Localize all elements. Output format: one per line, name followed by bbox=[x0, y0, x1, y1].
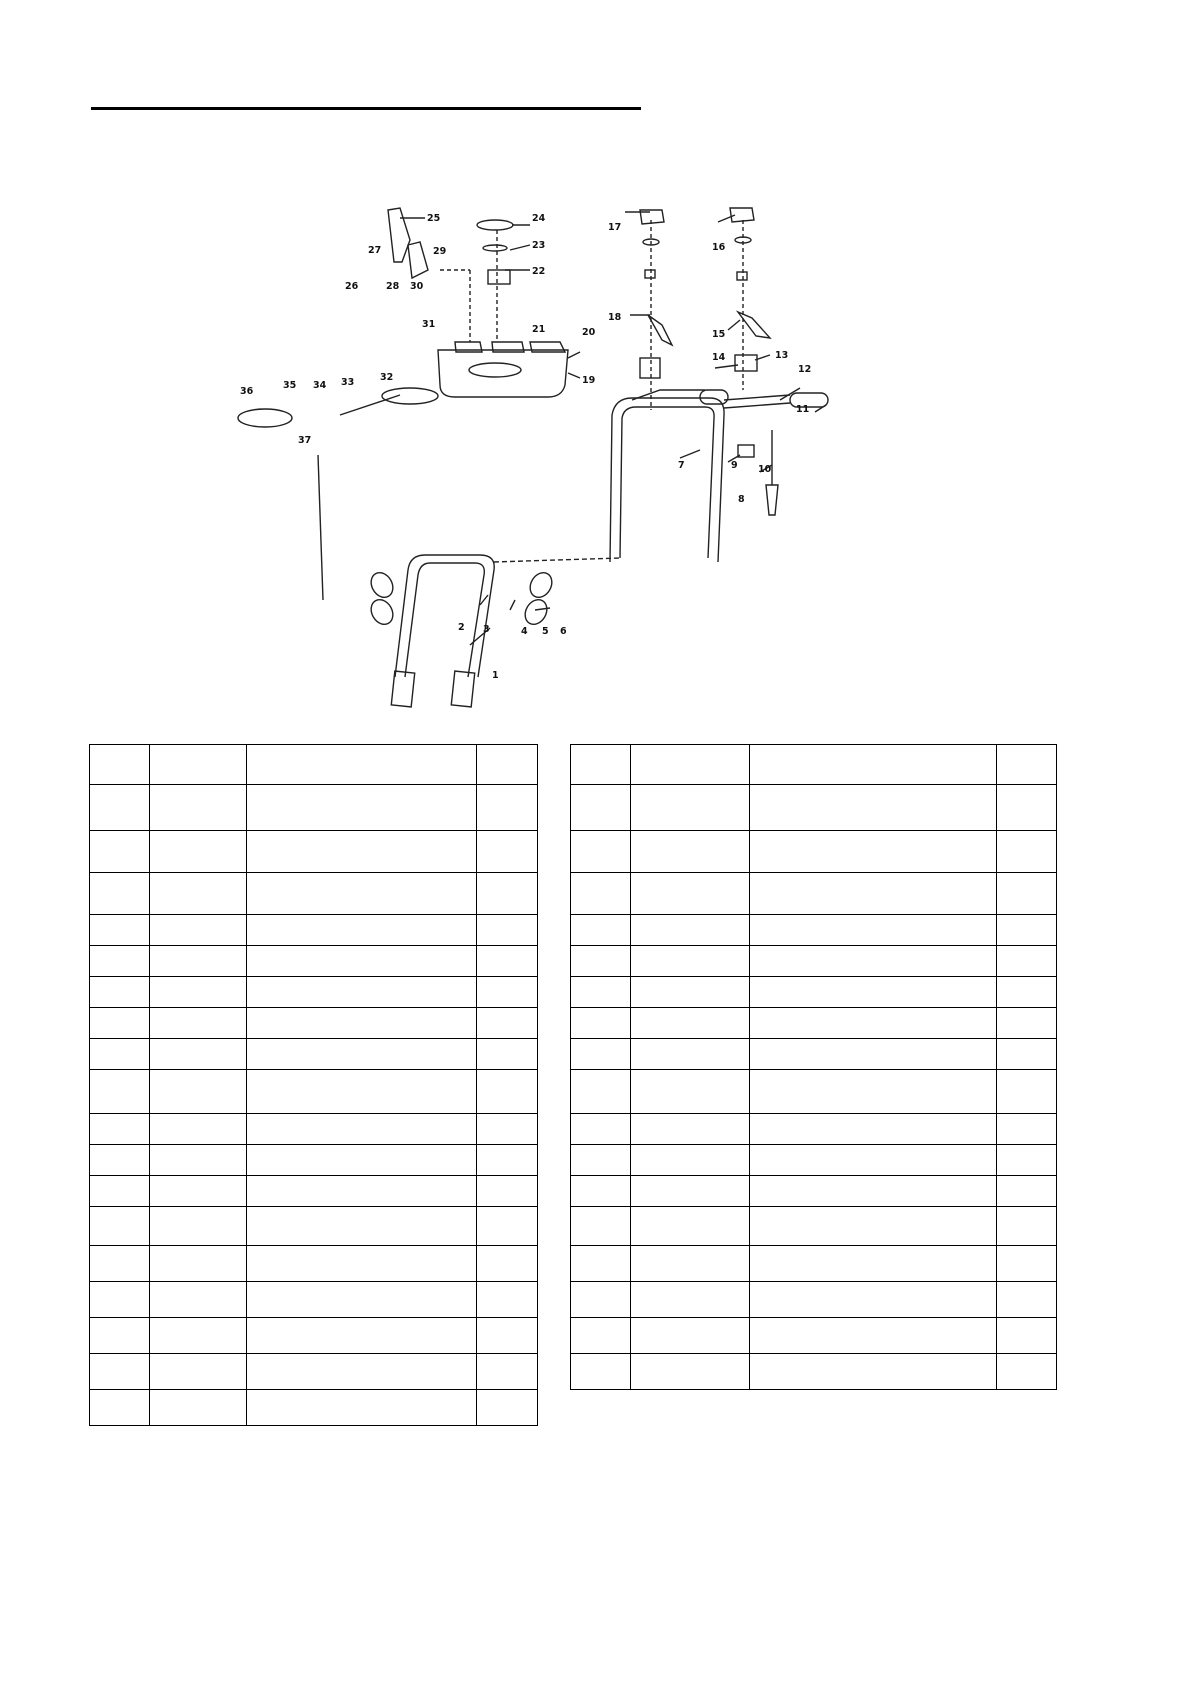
part-label-3: 3 bbox=[483, 624, 490, 635]
table-row bbox=[571, 1070, 1057, 1114]
table-cell bbox=[997, 1176, 1057, 1207]
table-cell bbox=[477, 873, 538, 915]
table-row bbox=[90, 946, 538, 977]
table-cell bbox=[90, 1070, 150, 1114]
table-cell bbox=[750, 1039, 997, 1070]
table-cell bbox=[571, 1008, 631, 1039]
table-cell bbox=[150, 946, 247, 977]
table-cell bbox=[150, 1354, 247, 1390]
table-cell bbox=[150, 1318, 247, 1354]
table-row bbox=[90, 1282, 538, 1318]
table-cell bbox=[997, 1145, 1057, 1176]
table-cell bbox=[750, 915, 997, 946]
table-cell bbox=[997, 1207, 1057, 1246]
table-cell bbox=[90, 1207, 150, 1246]
part-label-23: 23 bbox=[532, 240, 546, 251]
part-label-11: 11 bbox=[796, 404, 810, 415]
table-cell bbox=[571, 1070, 631, 1114]
part-label-19: 19 bbox=[582, 375, 596, 386]
table-cell bbox=[631, 1354, 750, 1390]
table-cell bbox=[750, 1070, 997, 1114]
table-cell bbox=[997, 1354, 1057, 1390]
table-cell bbox=[247, 1176, 477, 1207]
table-cell bbox=[477, 946, 538, 977]
table-cell bbox=[150, 831, 247, 873]
table-row bbox=[90, 1354, 538, 1390]
table-cell bbox=[90, 1176, 150, 1207]
table-cell bbox=[247, 1246, 477, 1282]
table-row bbox=[90, 1246, 538, 1282]
table-row bbox=[90, 1390, 538, 1426]
part-label-20: 20 bbox=[582, 327, 596, 338]
table-row bbox=[90, 1039, 538, 1070]
table-cell bbox=[750, 1207, 997, 1246]
table-cell bbox=[750, 1145, 997, 1176]
table-cell bbox=[150, 1114, 247, 1145]
table-cell bbox=[90, 1008, 150, 1039]
table-cell bbox=[571, 946, 631, 977]
part-label-13: 13 bbox=[775, 350, 789, 361]
part-label-37: 37 bbox=[298, 435, 312, 446]
table-cell bbox=[247, 785, 477, 831]
table-cell bbox=[997, 946, 1057, 977]
table-cell bbox=[750, 873, 997, 915]
table-cell bbox=[631, 915, 750, 946]
table-cell bbox=[571, 1207, 631, 1246]
table-cell bbox=[90, 1114, 150, 1145]
table-cell bbox=[750, 1354, 997, 1390]
part-label-17: 17 bbox=[608, 222, 622, 233]
table-cell bbox=[750, 1008, 997, 1039]
part-label-22: 22 bbox=[532, 266, 546, 277]
table-cell bbox=[750, 1282, 997, 1318]
table-cell bbox=[571, 831, 631, 873]
table-cell bbox=[247, 1282, 477, 1318]
table-cell bbox=[571, 873, 631, 915]
table-cell bbox=[90, 1145, 150, 1176]
table-cell bbox=[247, 1145, 477, 1176]
table-cell bbox=[477, 1176, 538, 1207]
table-cell bbox=[631, 1176, 750, 1207]
table-cell bbox=[631, 1145, 750, 1176]
table-row bbox=[571, 1039, 1057, 1070]
table-cell bbox=[571, 745, 631, 785]
table-cell bbox=[477, 915, 538, 946]
part-label-34: 34 bbox=[313, 380, 327, 391]
part-label-30: 30 bbox=[410, 281, 424, 292]
table-cell bbox=[631, 1070, 750, 1114]
table-cell bbox=[90, 915, 150, 946]
part-label-32: 32 bbox=[380, 372, 394, 383]
table-row bbox=[90, 915, 538, 946]
parts-table-left bbox=[89, 744, 538, 1426]
table-cell bbox=[247, 1070, 477, 1114]
table-cell bbox=[631, 946, 750, 977]
part-label-9: 9 bbox=[731, 460, 738, 471]
table-cell bbox=[150, 1207, 247, 1246]
part-label-21: 21 bbox=[532, 324, 546, 335]
table-row bbox=[90, 1008, 538, 1039]
table-row bbox=[90, 785, 538, 831]
table-row bbox=[571, 1145, 1057, 1176]
table-cell bbox=[571, 785, 631, 831]
part-label-35: 35 bbox=[283, 380, 297, 391]
part-label-14: 14 bbox=[712, 352, 726, 363]
part-label-29: 29 bbox=[433, 246, 447, 257]
table-cell bbox=[631, 1246, 750, 1282]
table-cell bbox=[997, 1008, 1057, 1039]
table-cell bbox=[477, 1070, 538, 1114]
table-cell bbox=[997, 1039, 1057, 1070]
table-cell bbox=[247, 1008, 477, 1039]
table-cell bbox=[477, 1318, 538, 1354]
part-label-33: 33 bbox=[341, 377, 355, 388]
table-cell bbox=[247, 946, 477, 977]
table-cell bbox=[247, 1114, 477, 1145]
table-cell bbox=[631, 831, 750, 873]
part-label-27: 27 bbox=[368, 245, 382, 256]
table-row bbox=[90, 1318, 538, 1354]
table-row bbox=[571, 785, 1057, 831]
table-cell bbox=[90, 946, 150, 977]
table-cell bbox=[90, 1282, 150, 1318]
table-cell bbox=[477, 1390, 538, 1426]
table-cell bbox=[90, 1354, 150, 1390]
part-label-1: 1 bbox=[492, 670, 499, 681]
table-cell bbox=[150, 1390, 247, 1426]
table-cell bbox=[571, 1282, 631, 1318]
table-cell bbox=[90, 745, 150, 785]
table-cell bbox=[571, 1114, 631, 1145]
part-label-26: 26 bbox=[345, 281, 359, 292]
table-cell bbox=[997, 873, 1057, 915]
table-row bbox=[90, 1207, 538, 1246]
table-cell bbox=[477, 1008, 538, 1039]
table-cell bbox=[477, 831, 538, 873]
table-cell bbox=[750, 1176, 997, 1207]
part-label-31: 31 bbox=[422, 319, 436, 330]
table-row bbox=[90, 1070, 538, 1114]
table-cell bbox=[477, 1114, 538, 1145]
table-cell bbox=[477, 1145, 538, 1176]
table-cell bbox=[997, 831, 1057, 873]
table-cell bbox=[571, 1318, 631, 1354]
table-row bbox=[90, 1176, 538, 1207]
table-row bbox=[90, 1114, 538, 1145]
table-cell bbox=[150, 1176, 247, 1207]
table-cell bbox=[631, 977, 750, 1008]
table-cell bbox=[247, 977, 477, 1008]
part-label-4: 4 bbox=[521, 626, 528, 637]
table-cell bbox=[150, 1008, 247, 1039]
table-cell bbox=[477, 977, 538, 1008]
table-cell bbox=[90, 1390, 150, 1426]
table-row bbox=[90, 745, 538, 785]
part-label-12: 12 bbox=[798, 364, 812, 375]
table-row bbox=[90, 1145, 538, 1176]
table-row bbox=[571, 873, 1057, 915]
table-cell bbox=[90, 977, 150, 1008]
table-cell bbox=[750, 831, 997, 873]
table-row bbox=[571, 1354, 1057, 1390]
table-cell bbox=[997, 1246, 1057, 1282]
table-cell bbox=[750, 946, 997, 977]
table-row bbox=[571, 1176, 1057, 1207]
part-label-16: 16 bbox=[712, 242, 726, 253]
part-label-36: 36 bbox=[240, 386, 254, 397]
table-row bbox=[90, 831, 538, 873]
table-cell bbox=[90, 1039, 150, 1070]
table-cell bbox=[997, 915, 1057, 946]
table-cell bbox=[150, 977, 247, 1008]
table-row bbox=[571, 1114, 1057, 1145]
table-cell bbox=[997, 1282, 1057, 1318]
table-cell bbox=[150, 1282, 247, 1318]
table-cell bbox=[90, 1246, 150, 1282]
part-label-8: 8 bbox=[738, 494, 745, 505]
part-label-24: 24 bbox=[532, 213, 546, 224]
table-cell bbox=[750, 1246, 997, 1282]
table-cell bbox=[247, 1039, 477, 1070]
table-cell bbox=[477, 1039, 538, 1070]
table-cell bbox=[750, 977, 997, 1008]
table-cell bbox=[997, 785, 1057, 831]
table-cell bbox=[477, 745, 538, 785]
table-cell bbox=[631, 1318, 750, 1354]
table-cell bbox=[90, 1318, 150, 1354]
table-cell bbox=[247, 1318, 477, 1354]
table-cell bbox=[150, 785, 247, 831]
part-label-28: 28 bbox=[386, 281, 400, 292]
table-row bbox=[90, 873, 538, 915]
table-cell bbox=[90, 831, 150, 873]
table-row bbox=[571, 745, 1057, 785]
header-rule bbox=[91, 107, 641, 110]
table-cell bbox=[477, 1282, 538, 1318]
table-cell bbox=[631, 1207, 750, 1246]
table-cell bbox=[571, 1176, 631, 1207]
table-cell bbox=[90, 873, 150, 915]
table-cell bbox=[90, 785, 150, 831]
table-cell bbox=[997, 1114, 1057, 1145]
table-cell bbox=[477, 1354, 538, 1390]
table-cell bbox=[631, 1008, 750, 1039]
part-label-2: 2 bbox=[458, 622, 465, 633]
table-cell bbox=[247, 1390, 477, 1426]
table-cell bbox=[477, 785, 538, 831]
table-cell bbox=[750, 785, 997, 831]
table-cell bbox=[750, 745, 997, 785]
part-label-25: 25 bbox=[427, 213, 441, 224]
table-cell bbox=[150, 915, 247, 946]
table-cell bbox=[997, 1070, 1057, 1114]
part-label-15: 15 bbox=[712, 329, 726, 340]
table-cell bbox=[150, 745, 247, 785]
parts-table-right bbox=[570, 744, 1057, 1390]
table-cell bbox=[631, 1039, 750, 1070]
part-label-7: 7 bbox=[678, 460, 685, 471]
part-label-18: 18 bbox=[608, 312, 622, 323]
table-row bbox=[571, 946, 1057, 977]
table-cell bbox=[150, 1039, 247, 1070]
table-cell bbox=[571, 1354, 631, 1390]
table-cell bbox=[477, 1207, 538, 1246]
table-row bbox=[571, 1246, 1057, 1282]
exploded-parts-diagram bbox=[0, 190, 1191, 720]
table-cell bbox=[477, 1246, 538, 1282]
table-cell bbox=[150, 873, 247, 915]
table-row bbox=[571, 1318, 1057, 1354]
table-cell bbox=[997, 1318, 1057, 1354]
table-row bbox=[571, 1282, 1057, 1318]
table-cell bbox=[247, 873, 477, 915]
table-cell bbox=[631, 745, 750, 785]
table-cell bbox=[571, 1039, 631, 1070]
table-cell bbox=[150, 1246, 247, 1282]
table-cell bbox=[150, 1070, 247, 1114]
table-cell bbox=[571, 977, 631, 1008]
table-cell bbox=[631, 785, 750, 831]
table-row bbox=[571, 831, 1057, 873]
table-cell bbox=[997, 977, 1057, 1008]
table-row bbox=[571, 977, 1057, 1008]
table-cell bbox=[150, 1145, 247, 1176]
table-cell bbox=[247, 831, 477, 873]
table-row bbox=[571, 1207, 1057, 1246]
table-cell bbox=[571, 1145, 631, 1176]
table-cell bbox=[631, 1282, 750, 1318]
table-cell bbox=[631, 1114, 750, 1145]
table-row bbox=[571, 1008, 1057, 1039]
table-cell bbox=[247, 1354, 477, 1390]
table-cell bbox=[750, 1114, 997, 1145]
table-cell bbox=[247, 1207, 477, 1246]
table-cell bbox=[571, 915, 631, 946]
part-label-6: 6 bbox=[560, 626, 567, 637]
table-cell bbox=[750, 1318, 997, 1354]
table-cell bbox=[571, 1246, 631, 1282]
table-cell bbox=[631, 873, 750, 915]
table-cell bbox=[247, 915, 477, 946]
table-row bbox=[571, 915, 1057, 946]
table-cell bbox=[247, 745, 477, 785]
part-label-10: 10 bbox=[758, 464, 772, 475]
table-row bbox=[90, 977, 538, 1008]
table-cell bbox=[997, 745, 1057, 785]
part-label-5: 5 bbox=[542, 626, 549, 637]
